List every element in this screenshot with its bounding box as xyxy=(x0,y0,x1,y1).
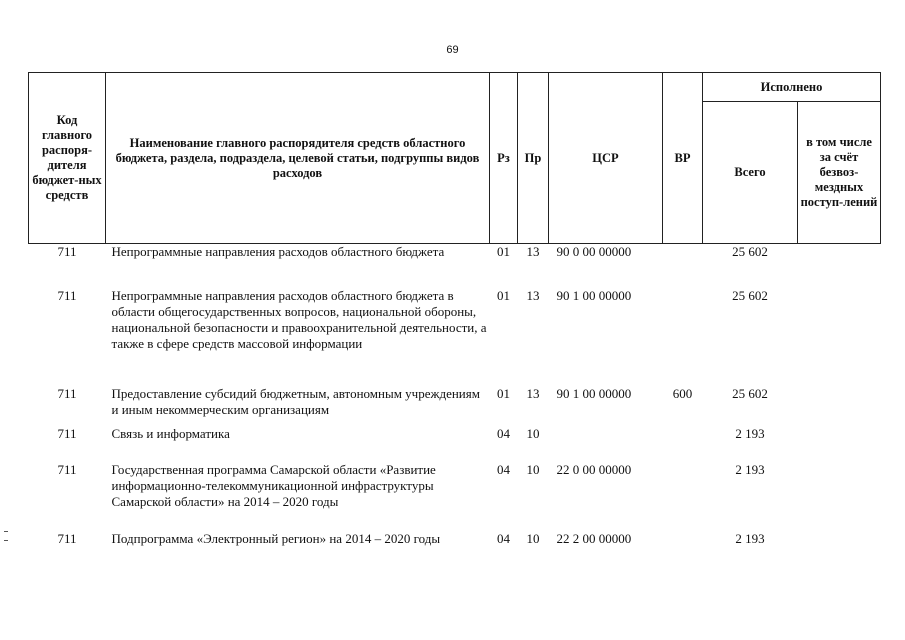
row-gratuitous xyxy=(798,462,881,531)
row-gratuitous xyxy=(798,288,881,386)
row-rz: 01 xyxy=(497,244,510,259)
header-total: Всего xyxy=(703,102,798,244)
table-row xyxy=(29,288,881,386)
row-name: Подпрограмма «Электронный регион» на 2014 – 2020 годы xyxy=(111,531,441,546)
row-pr: 10 xyxy=(526,462,540,477)
row-vr xyxy=(663,244,703,289)
header-executed: Исполнено xyxy=(703,73,881,102)
scan-margin-mark xyxy=(4,531,8,532)
table-row xyxy=(29,386,881,426)
header-rz: Рз xyxy=(490,73,518,244)
row-total: 2 193 xyxy=(735,462,765,477)
table-row xyxy=(29,244,881,289)
row-total: 25 602 xyxy=(732,386,768,401)
row-total: 2 193 xyxy=(735,531,765,546)
row-csr: 22 2 00 00000 xyxy=(556,531,632,546)
row-csr: 90 1 00 00000 xyxy=(556,288,632,303)
row-rz: 01 xyxy=(497,386,510,401)
header-code: Код главного распоря-дителя бюджет-ных средств xyxy=(29,73,106,244)
table-row xyxy=(29,531,881,573)
row-pr: 10 xyxy=(526,531,540,546)
row-pr: 13 xyxy=(526,288,540,303)
row-csr xyxy=(549,426,663,462)
row-vr xyxy=(663,288,703,386)
budget-execution-table xyxy=(28,72,881,573)
row-gratuitous xyxy=(798,244,881,289)
header-csr: ЦСР xyxy=(549,73,663,244)
row-code: 711 xyxy=(57,426,77,441)
row-rz: 04 xyxy=(497,531,510,546)
table-row xyxy=(29,462,881,531)
scan-margin-mark xyxy=(4,540,8,541)
table-row xyxy=(29,426,881,462)
header-vr: ВР xyxy=(663,73,703,244)
row-gratuitous xyxy=(798,386,881,426)
header-incl-gratuitous: в том числе за счёт безвоз-мездных поступ-лений xyxy=(798,102,881,244)
row-csr: 90 1 00 00000 xyxy=(556,386,632,401)
row-code: 711 xyxy=(57,531,77,546)
row-total: 25 602 xyxy=(732,244,768,259)
row-vr xyxy=(663,531,703,573)
row-total: 25 602 xyxy=(732,288,768,303)
row-csr: 90 0 00 00000 xyxy=(556,244,632,259)
header-pr: Пр xyxy=(518,73,549,244)
row-csr: 22 0 00 00000 xyxy=(556,462,632,477)
row-rz: 01 xyxy=(497,288,510,303)
row-code: 711 xyxy=(57,288,77,303)
row-code: 711 xyxy=(57,244,77,259)
row-gratuitous xyxy=(798,426,881,462)
row-name: Связь и информатика xyxy=(111,426,230,441)
row-name: Государственная программа Самарской области «Развитие информационно-телекоммуникационной инфраструктуры Самарской области» на 2014 – 2020 годы xyxy=(111,462,436,509)
row-pr: 10 xyxy=(526,426,540,441)
page-number: 69 xyxy=(446,44,459,56)
row-rz: 04 xyxy=(497,426,510,441)
row-pr: 13 xyxy=(526,244,540,259)
row-total: 2 193 xyxy=(735,426,765,441)
row-vr: 600 xyxy=(672,386,693,401)
row-name: Непрограммные направления расходов областного бюджета в области общегосударственных вопросов, национальной обороны, национальной безопасности и правоохранительной деятельности, а также в сфере средств массовой информации xyxy=(111,288,487,351)
row-code: 711 xyxy=(57,386,77,401)
row-code: 711 xyxy=(57,462,77,477)
row-name: Предоставление субсидий бюджетным, автономным учреждениям и иным некоммерческим организациям xyxy=(111,386,480,417)
row-rz: 04 xyxy=(497,462,510,477)
row-pr: 13 xyxy=(526,386,540,401)
header-row-1 xyxy=(29,73,881,102)
row-vr xyxy=(663,426,703,462)
row-vr xyxy=(663,462,703,531)
header-name: Наименование главного распорядителя средств областного бюджета, раздела, подраздела, целевой статьи, подгруппы видов расходов xyxy=(106,73,490,244)
row-name: Непрограммные направления расходов областного бюджета xyxy=(111,244,445,259)
row-gratuitous xyxy=(798,531,881,573)
